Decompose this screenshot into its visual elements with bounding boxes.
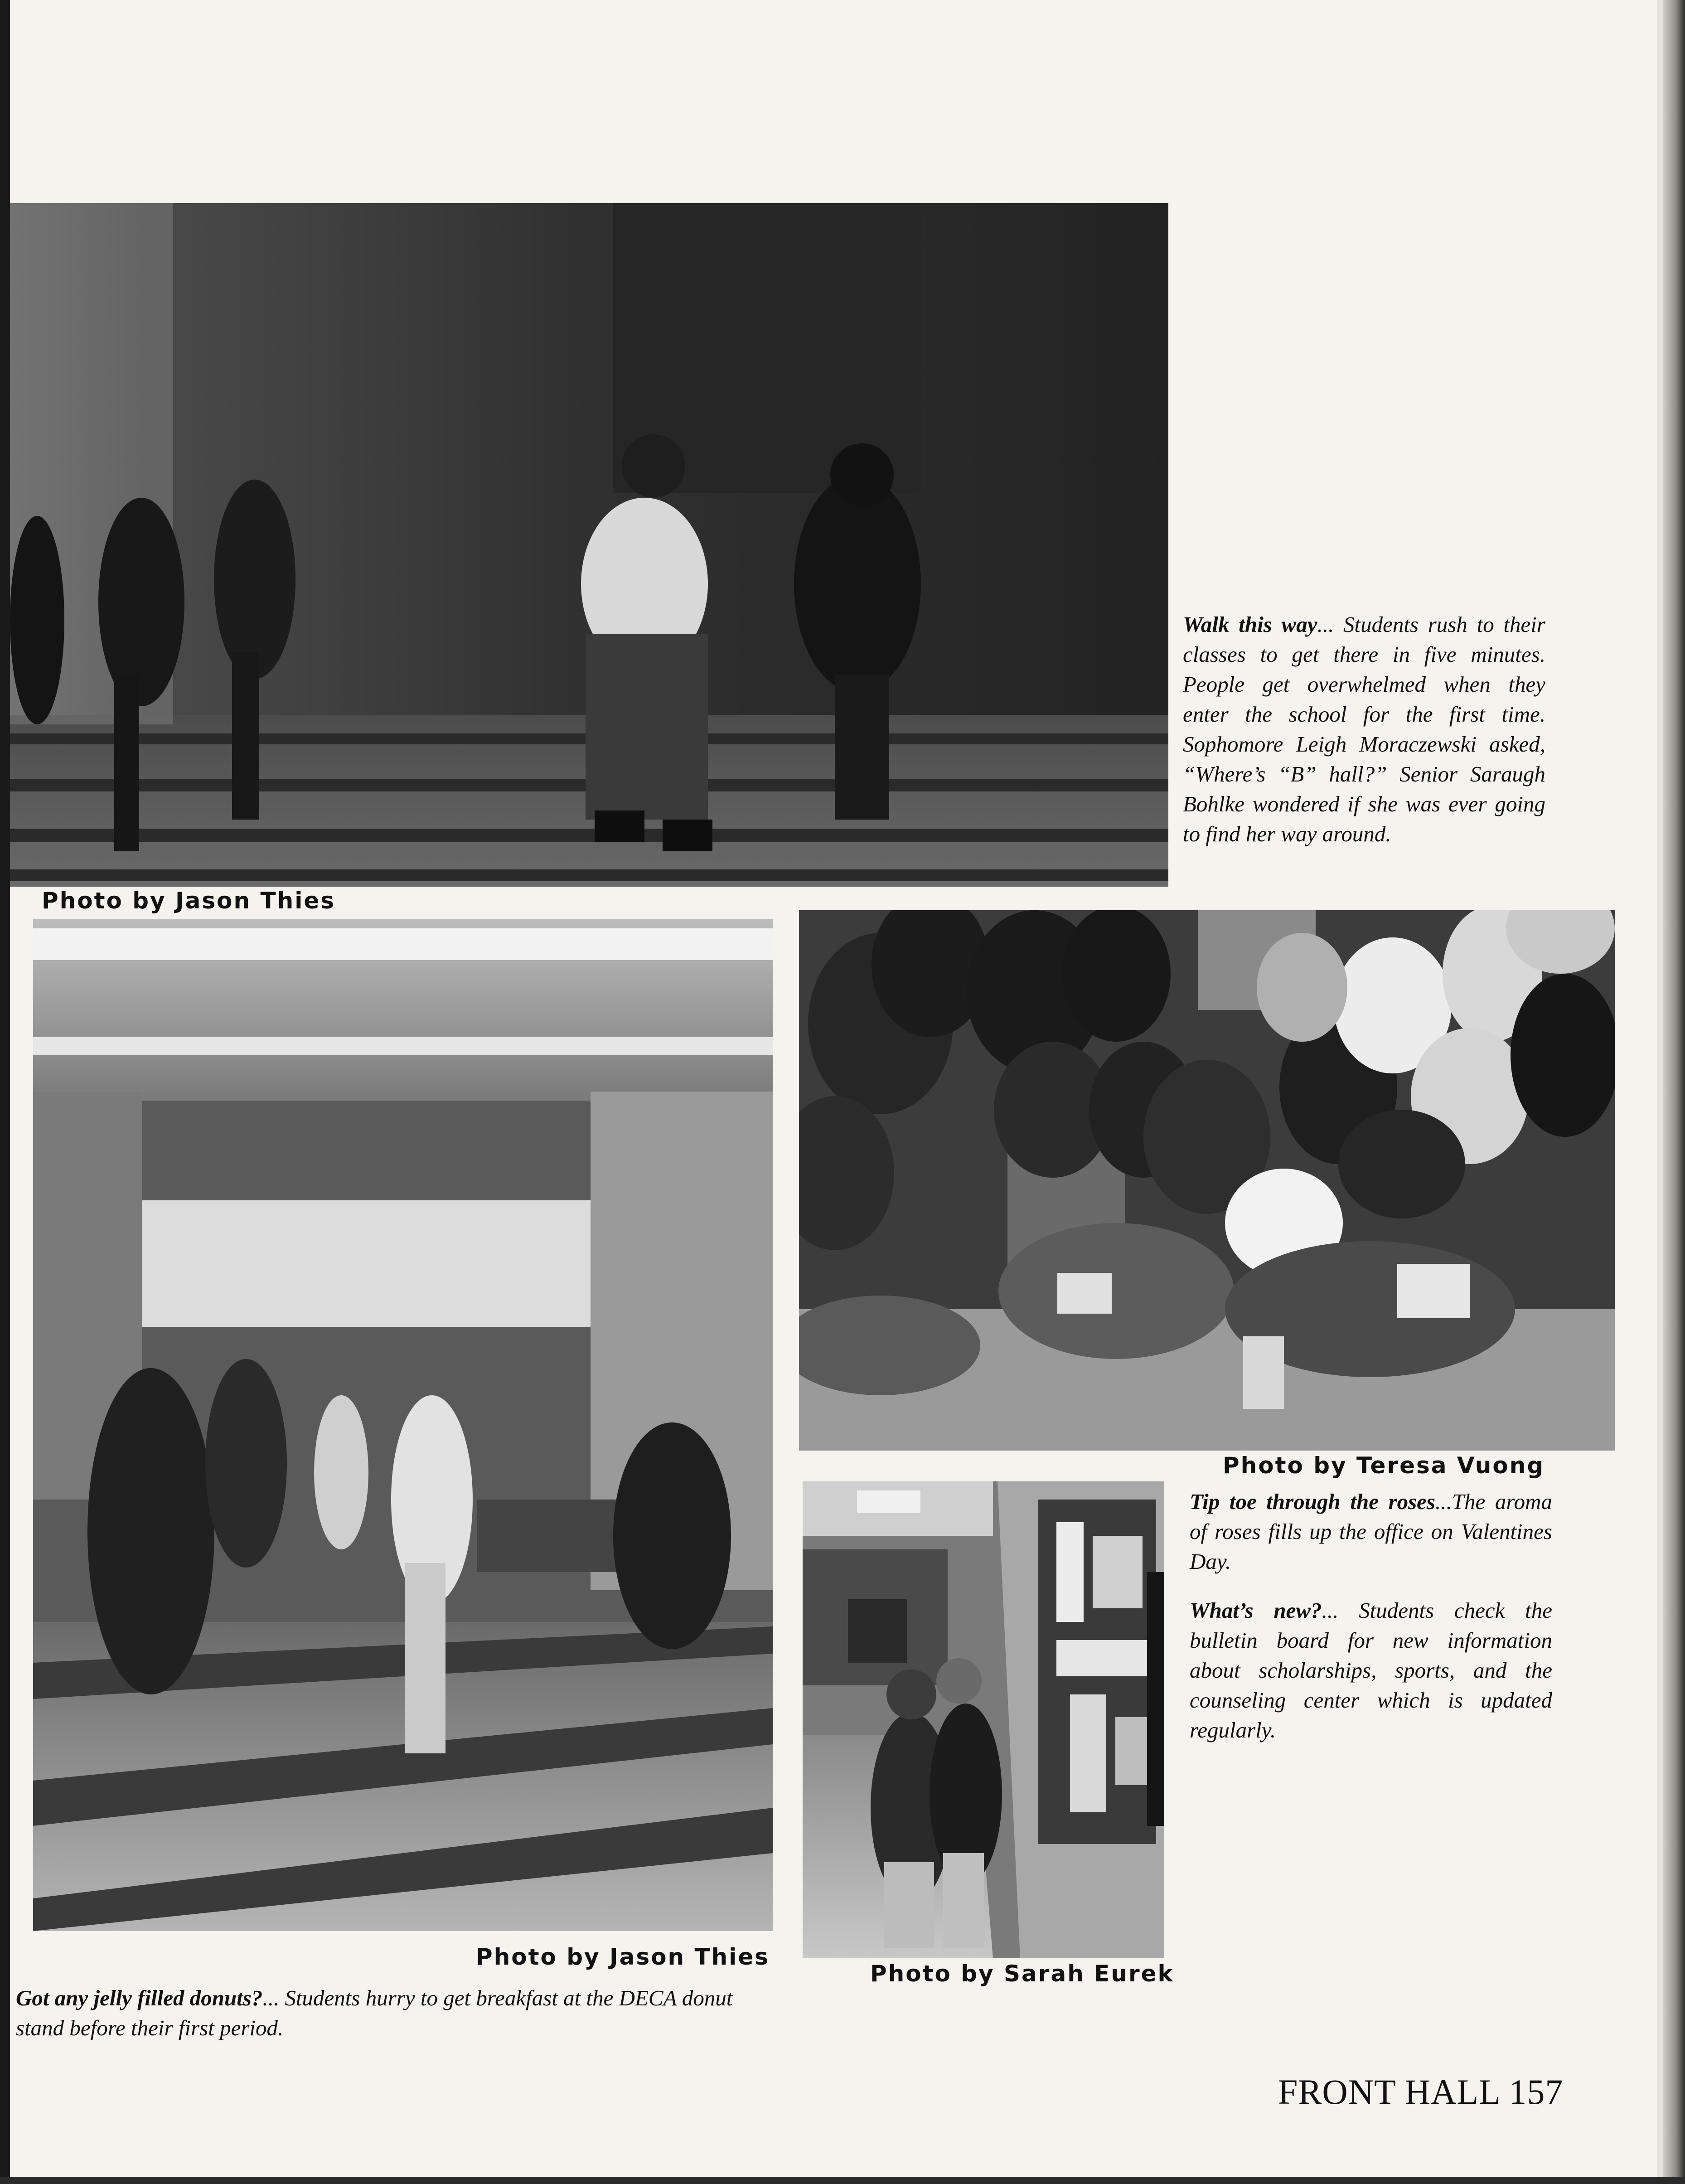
- balloons-caption-lead: Tip toe through the roses: [1190, 1489, 1435, 1514]
- donut-stand-photo-caption: [16, 1983, 777, 2043]
- donuts-caption-lead: Got any jelly filled donuts?: [16, 1985, 263, 2010]
- balloons-photo-caption: [1190, 1487, 1552, 1577]
- donut-stand-photo: [33, 919, 773, 1931]
- page-folio: FRONT HALL 157: [1278, 2072, 1564, 2111]
- bulletin-caption-body: ... Students check the bulletin board for new information about scholarships, sports, and the counseling center which is updated regularly.: [1190, 1598, 1552, 1742]
- balloons-photo: [799, 910, 1615, 1451]
- donut-stand-photo-credit: Photo by Jason Thies: [476, 1944, 770, 1970]
- page-bottom-edge: [0, 2177, 1685, 2184]
- bulletin-board-photo: [803, 1481, 1164, 1958]
- page-edge-shadow: [1663, 0, 1685, 2184]
- donuts-caption-body: ... Students hurry to get breakfast at the DECA donut stand before their first period.: [16, 1985, 733, 2040]
- page-edge-highlight: [1657, 0, 1663, 2184]
- bulletin-board-photo-caption: [1190, 1596, 1552, 1745]
- bulletin-board-photo-credit: Photo by Sarah Eurek: [870, 1961, 1174, 1987]
- hallway-photo-caption: [1183, 610, 1545, 849]
- balloons-photo-credit: Photo by Teresa Vuong: [1223, 1452, 1545, 1479]
- hallway-photo: [10, 203, 1168, 887]
- hallway-photo-credit: Photo by Jason Thies: [42, 888, 336, 914]
- page-binding-edge: [0, 0, 10, 2184]
- bulletin-caption-lead: What’s new?: [1190, 1598, 1322, 1623]
- balloons-caption-body: ...The aroma of roses fills up the office on Valentines Day.: [1190, 1489, 1552, 1574]
- hallway-caption-body: ... Students rush to their classes to get there in five minutes. People get overwhelmed when they enter the school for the first time. Sophomore Leigh Moraczewski asked, “Where’s “B” hall?” Senior Saraugh Bohlke wondered if she was ever going to find her way around.: [1183, 612, 1545, 846]
- hallway-caption-lead: Walk this way: [1183, 612, 1317, 637]
